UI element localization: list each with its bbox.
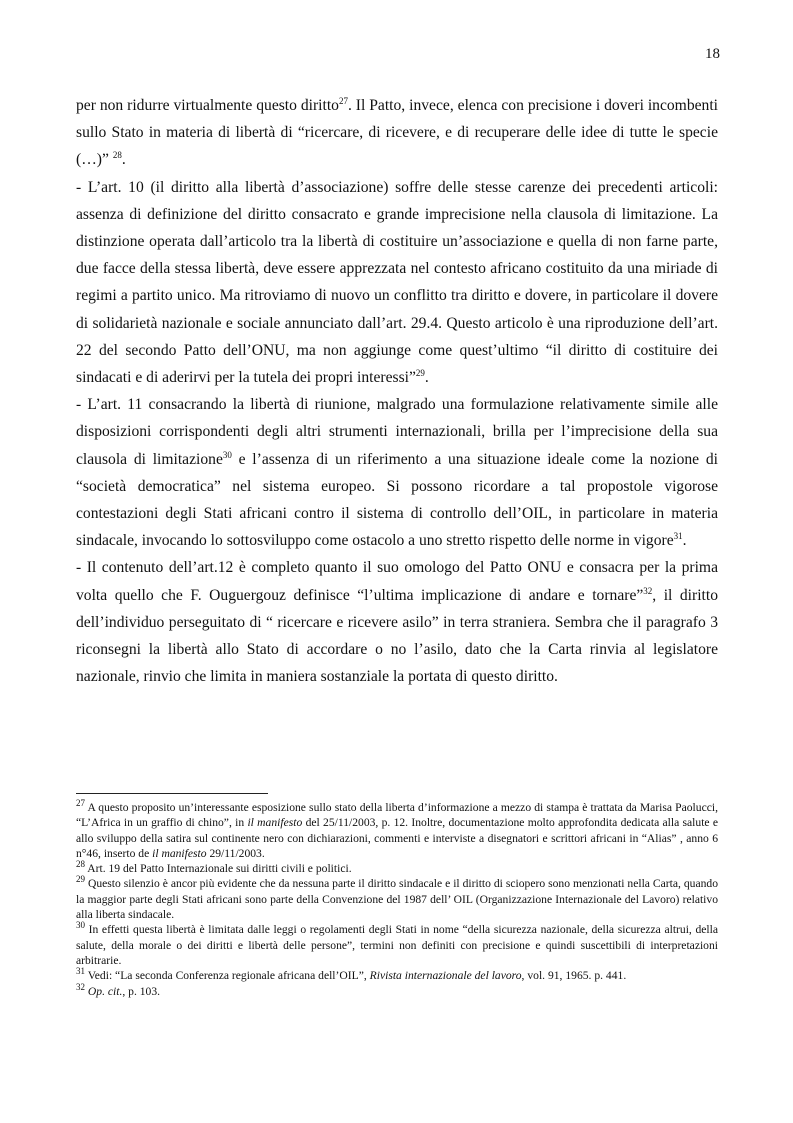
footnote-ref[interactable]: 27 xyxy=(338,95,348,106)
footnote-text: del 25/11/2003, p. 12. Inoltre, documentazione molto approfondita dedicata alla salute e allo sviluppo della satira sul continente nero con dichiarazioni, commenti e interviste a disegnatori e scrittori africani in “Alias” , anno 6 n°46, inserto de xyxy=(76,816,719,860)
footnote xyxy=(76,861,718,876)
footnote-text: A questo proposito un’interessante esposizione sullo stato della liberta d’informazione a mezzo di stampa è trattata da Marisa Paolucci, “L’Africa in un graffio di chino”, in xyxy=(76,801,718,830)
main-text xyxy=(76,92,718,690)
footnote xyxy=(76,800,718,861)
footnote-ref[interactable]: 30 xyxy=(222,449,232,460)
footnote-text: Questo silenzio è ancor più evidente che da nessuna parte il diritto sindacale e il diritto di sciopero sono menzionati nella Carta, quando la maggior parte degli Stati africani sono parte della Convenzione del 1987 dell’ OIL (Organizzazione Internazionale del Lavoro) relativo alla liberta sindacale. xyxy=(76,877,718,922)
paragraph-text: - L’art. 11 consacrando la libertà di riunione, malgrado una formulazione relativamente simile alle disposizioni corrispondenti degli altri strumenti internazionali, brilla per l’imprecisione della sua clausola di limitazione xyxy=(76,396,718,468)
footnote-number: 31 xyxy=(76,966,85,977)
paragraph xyxy=(76,174,718,392)
footnote-ref[interactable]: 31 xyxy=(673,531,683,542)
footnote-number: 29 xyxy=(76,874,85,885)
footnote-italic: il manifesto xyxy=(247,816,303,830)
footnote-number: 28 xyxy=(76,859,85,870)
footnote xyxy=(76,876,718,922)
paragraph-text: . xyxy=(682,532,687,550)
footnote-separator xyxy=(76,793,268,794)
paragraph-text: , il diritto dell’individuo perseguitato di “ ricercare e ricevere asilo” in terra straniera. Sembra che il paragrafo 3 riconsegni la libertà allo Stato di accordare o no l’asilo, dato che la Carta rinvia al legislatore nazionale, rinvio che limita in maniera sostanziale la portata di questo diritto. xyxy=(76,586,718,686)
footnote-number: 27 xyxy=(76,798,85,809)
footnote-number: 32 xyxy=(76,981,85,992)
paragraph xyxy=(76,391,718,554)
paragraph-text: . xyxy=(121,151,126,169)
footnote xyxy=(76,981,718,999)
footnote-text: , vol. 91, 1965. p. 441. xyxy=(521,969,627,983)
footnote xyxy=(76,922,718,968)
paragraph-text: - L’art. 10 (il diritto alla libertà d’associazione) soffre delle stesse carenze dei precedenti articoli: assenza di definizione del diritto consacrato e grande imprecisione nella clausola di limitazione. La distinzione operata dall’articolo tra la libertà di costituire un’associazione e quella di non farne parte, due facce della stessa libertà, deve essere apprezzata nel contesto africano costituito da una miriade di regimi a partito unico. Ma ritroviamo di nuovo un conflitto tra diritto e dovere, in particolare il dovere di solidarietà nazionale e sociale annunciato dall’art. 29.4. Questo articolo è una riproduzione dell’art. 22 del secondo Patto dell’ONU, ma non aggiunge come quest’ultimo “il diritto di costituire dei sindacati e di aderirvi per la tutela dei propri interessi” xyxy=(76,178,718,387)
footnote-number: 30 xyxy=(76,920,85,931)
footnote-italic: Op. cit. xyxy=(87,984,123,998)
footnote-text: 29/11/2003. xyxy=(206,846,265,860)
footnote-italic: Rivista internazionale del lavoro xyxy=(369,969,522,983)
paragraph-text: per non ridurre virtualmente questo diritto xyxy=(76,97,339,114)
footnote-ref[interactable]: 28 xyxy=(112,150,122,161)
footnote-italic: il manifesto xyxy=(152,846,207,860)
paragraph xyxy=(76,554,718,690)
footnote-text: , p. 103. xyxy=(122,984,161,998)
footnote-text: Art. 19 del Patto Internazionale sui diritti civili e politici. xyxy=(85,862,352,876)
footnote-text: In effetti questa libertà è limitata dalle leggi o regolamenti degli Stati in nome “della sicurezza nazionale, della sicurezza altrui, della salute, della morale o dei diritti e libertà delle persone”, termini non definiti con precisione e quindi suscettibili di interpretazioni arbitrarie. xyxy=(76,923,718,967)
footnote-ref[interactable]: 32 xyxy=(643,585,653,596)
footnote-ref[interactable]: 29 xyxy=(415,367,425,378)
footnote-text: Vedi: “La seconda Conferenza regionale africana dell’OIL”, xyxy=(85,969,370,983)
footnote xyxy=(76,968,718,983)
paragraph xyxy=(76,92,718,174)
paragraph-text: . Il Patto, invece, elenca con precisione i doveri incombenti sullo Stato in materia di libertà di “ricercare, di ricevere, e di recuperare delle idee di tutte le specie (…)” xyxy=(76,97,718,169)
footnotes xyxy=(76,800,718,999)
paragraph-text: . xyxy=(424,369,429,387)
page-number: 18 xyxy=(705,46,720,62)
paragraph-text: e l’assenza di un riferimento a una situazione ideale come la nozione di “società democratica” nel sistema europeo. Si possono ricordare a tal propostole vigorose contestazioni degli Stati africani contro il sistema di controllo dell’OIL, in particolare in materia sindacale, invocando lo sottosviluppo come ostacolo a uno stretto rispetto delle norme in vigore xyxy=(76,450,718,550)
paragraph-text: - Il contenuto dell’art.12 è completo quanto il suo omologo del Patto ONU e consacra per la prima volta quello che F. Ouguergouz definisce “l’ultima implicazione di andare e tornare” xyxy=(76,559,718,604)
